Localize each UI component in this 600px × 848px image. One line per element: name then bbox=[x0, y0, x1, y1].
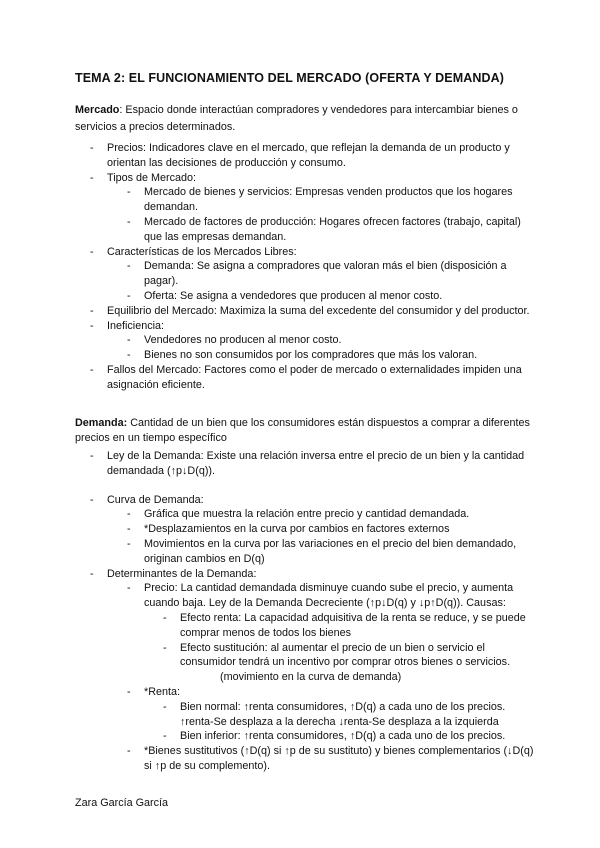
mercado-term: Mercado bbox=[75, 104, 120, 116]
list-item: - Tipos de Mercado: bbox=[90, 171, 197, 184]
demanda-definition-text: Cantidad de un bien que los consumidores están dispuestos a comprar a diferentes precios en un tiempo específico bbox=[75, 417, 530, 444]
page-title: TEMA 2: EL FUNCIONAMIENTO DEL MERCADO (OFERTA Y DEMANDA) bbox=[75, 71, 504, 85]
list-item: - Bienes no son consumidos por los compradores que más los valoran. bbox=[127, 349, 478, 362]
list-item: - Fallos del Mercado: Factores como el poder de mercado o externalidades impiden una asignación eficiente. bbox=[90, 363, 522, 391]
demanda-definition bbox=[75, 416, 535, 446]
list-item: - Curva de Demanda: bbox=[90, 493, 204, 506]
list-item: - *Bienes sustitutivos (↑D(q) si ↑p de su sustituto) y bienes complementarios (↓D(q) si ↑p de su complemento). bbox=[127, 745, 534, 772]
list-item: - Gráfica que muestra la relación entre precio y cantidad demandada. bbox=[127, 508, 470, 521]
list-item: - *Desplazamientos en la curva por cambios en factores externos bbox=[127, 523, 450, 536]
list-item: - Equilibrio del Mercado: Maximiza la suma del excedente del consumidor y del productor. bbox=[90, 304, 530, 317]
list-item: - Bien inferior: ↑renta consumidores, ↑D(q) a cada uno de los precios. bbox=[163, 730, 506, 743]
list-item: - Características de los Mercados Libres: bbox=[90, 245, 297, 258]
list-item: - Determinantes de la Demanda: bbox=[90, 567, 257, 580]
list-item: - Ley de la Demanda: Existe una relación inversa entre el precio de un bien y la cantidad demandada (↑p↓D(q)). bbox=[90, 450, 525, 477]
mercado-definition-text: : Espacio donde interactúan compradores y vendedores para intercambiar bienes o servicios a precios determinados. bbox=[75, 104, 518, 133]
efecto-sustitucion-nota: (movimiento en la curva de demanda) bbox=[220, 671, 402, 684]
demanda-list bbox=[90, 449, 535, 774]
list-item: - Oferta: Se asigna a vendedores que producen al menor costo. bbox=[127, 289, 443, 302]
list-item: - Bien normal: ↑renta consumidores, ↑D(q) a cada uno de los precios. ↑renta-Se desplaza a la derecha ↓renta-Se desplaza a la izquierda bbox=[163, 700, 535, 730]
mercado-definition bbox=[75, 102, 535, 136]
list-item: - Mercado de bienes y servicios: Empresas venden productos que los hogares demandan. bbox=[127, 186, 513, 214]
author-footer: Zara García García bbox=[75, 797, 169, 809]
demanda-term: Demanda: bbox=[75, 417, 128, 429]
list-item: - Precio: La cantidad demandada disminuye cuando sube el precio, y aumenta cuando baja. Ley de la Demanda Decreciente (↑p↓D(q) y ↓p↑D(q)). Causas: bbox=[127, 582, 514, 610]
bien-normal-desplazamiento: ↑renta-Se desplaza a la derecha ↓renta-Se desplaza a la izquierda bbox=[180, 715, 499, 728]
list-item: - Ineficiencia: bbox=[90, 319, 165, 332]
list-item: - Demanda: Se asigna a compradores que valoran más el bien (disposición a pagar). bbox=[127, 260, 507, 288]
list-item: - Efecto renta: La capacidad adquisitiva de la renta se reduce, y se puede comprar menos de todos los bienes bbox=[163, 611, 526, 639]
list-item: - Efecto sustitución: al aumentar el precio de un bien o servicio el consumidor tendrá un incentivo por comprar otros bienes o servicios. (movimiento en la curva de demanda) bbox=[163, 641, 535, 685]
list-item: - Movimientos en la curva por las variaciones en el precio del bien demandado, originan cambios en D(q) bbox=[127, 537, 517, 565]
mercado-list bbox=[90, 141, 535, 393]
list-item: - *Renta: bbox=[127, 685, 181, 698]
list-item: - Mercado de factores de producción: Hogares ofrecen factores (trabajo, capital) que las empresas demandan. bbox=[127, 215, 521, 243]
list-item: - Precios: Indicadores clave en el mercado, que reflejan la demanda de un producto y orientan las decisiones de producción y consumo. bbox=[90, 142, 510, 169]
list-item: - Vendedores no producen al menor costo. bbox=[127, 334, 342, 347]
